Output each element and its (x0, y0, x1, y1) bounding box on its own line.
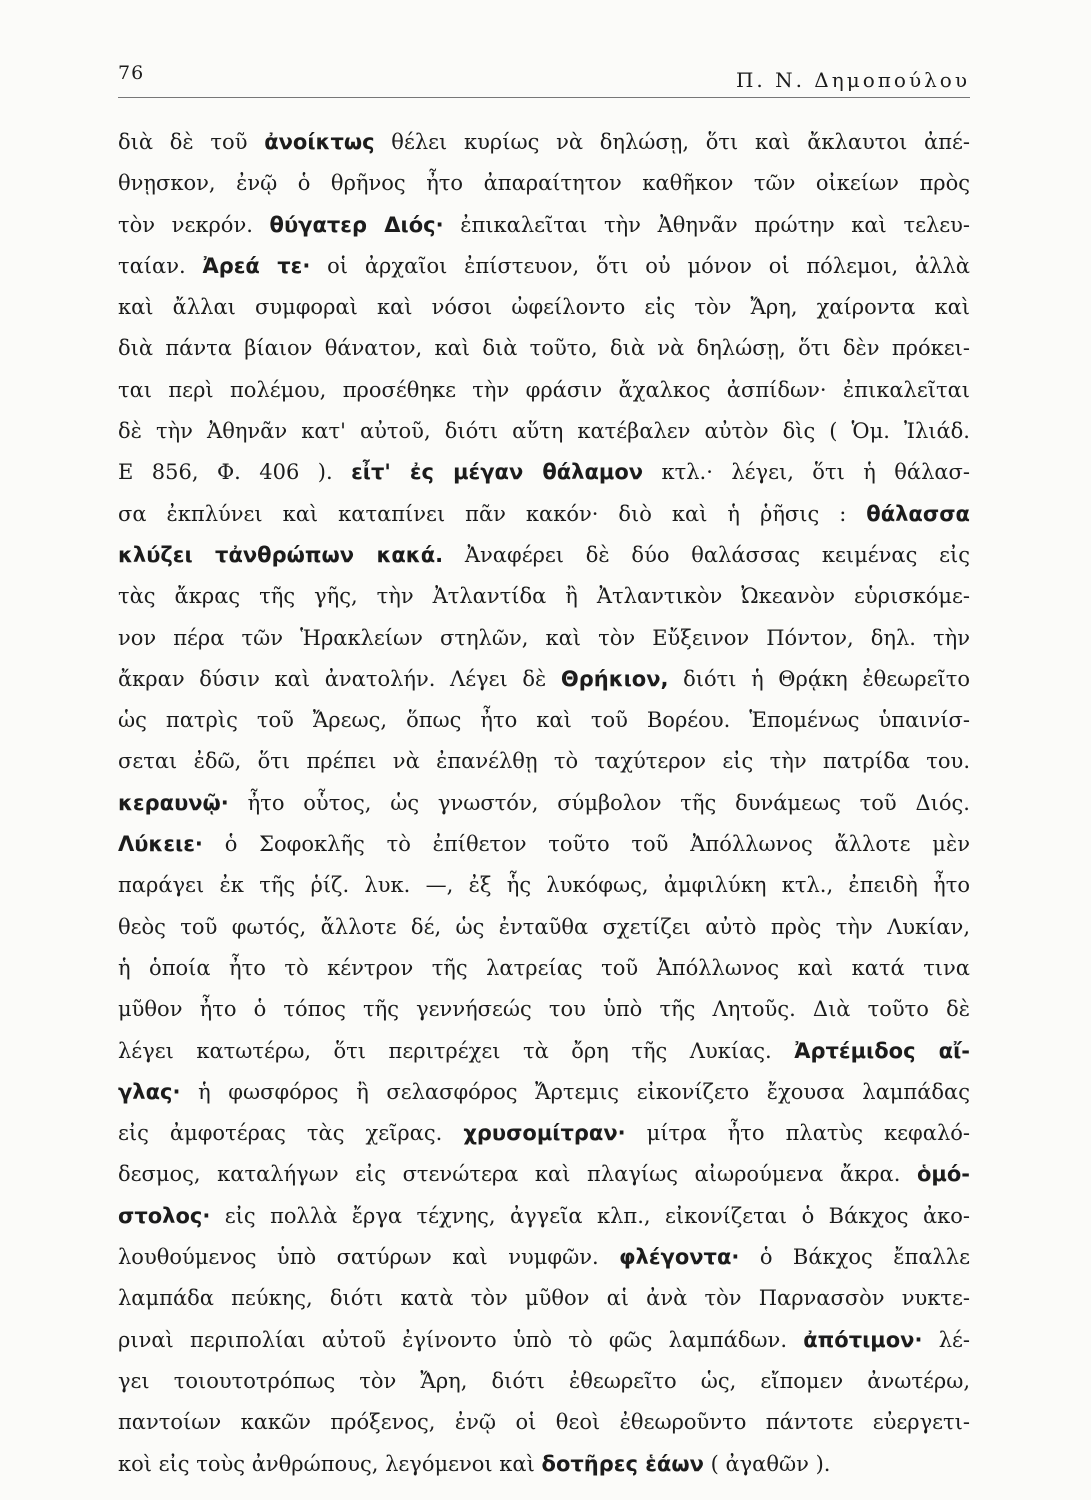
text-segment: ὁ Σοφοκλῆς τὸ ἐπίθετον τοῦτο τοῦ Ἀπόλλωνος ἄλλοτε μὲν (202, 832, 970, 857)
text-segment: λουθούμενος ὑπὸ σατύρων καὶ νυμφῶν. (118, 1245, 620, 1270)
text-segment: καὶ ἄλλαι συμφοραὶ καὶ νόσοι ὠφείλοντο εἰς τὸν Ἄρη, χαίροντα καὶ (118, 295, 970, 320)
text-segment: θεὸς τοῦ φωτός, ἄλλοτε δέ, ὡς ἐνταῦθα σχετίζει αὐτὸ πρὸς τὴν Λυκίαν, (118, 914, 970, 939)
text-segment: λέγει κατωτέρω, ὅτι περιτρέχει τὰ ὄρη τῆς Λυκίας. (118, 1038, 795, 1063)
text-segment: ὡς πατρὶς τοῦ Ἄρεως, ὅπως ἦτο καὶ τοῦ Βορέου. Ἑπομένως ὑπαινίσ- (118, 708, 970, 733)
lemma-bold: Θρήκιον, (560, 666, 669, 691)
text-line (118, 411, 970, 452)
text-segment: ταίαν. (118, 253, 203, 278)
text-line (118, 1154, 970, 1195)
lemma-bold: γλας· (118, 1079, 181, 1104)
text-line (118, 659, 970, 700)
text-line (118, 907, 970, 948)
text-line (118, 246, 970, 287)
text-segment: λαμπάδα πεύκης, διότι κατὰ τὸν μῦθον αἱ ἀνὰ τὸν Παρνασσὸν νυκτε- (118, 1286, 970, 1311)
page-number: 76 (118, 62, 145, 84)
text-segment: θέλει κυρίως νὰ δηλώσῃ, ὅτι καὶ ἄκλαυτοι ἀπέ- (374, 130, 970, 154)
text-segment: ἄκραν δύσιν καὶ ἀνατολήν. Λέγει δὲ (118, 666, 561, 691)
text-segment: ριναὶ περιπολίαι αὐτοῦ ἐγίνοντο ὑπὸ τὸ φῶς λαμπάδων. (118, 1327, 804, 1352)
text-line (118, 1278, 970, 1319)
text-line (118, 1031, 970, 1072)
lemma-bold: Λύκειε· (118, 832, 203, 857)
text-segment: Ε 856, Φ. 406 ). (118, 460, 352, 485)
lemma-bold: Ἀρτέμιδος αἴ- (794, 1038, 970, 1063)
text-segment: οἱ ἀρχαῖοι ἐπίστευον, ὅτι οὐ μόνον οἱ πόλεμοι, ἀλλὰ (310, 253, 970, 278)
text-segment: παράγει ἐκ τῆς ῥίζ. λυκ. —, ἐξ ἧς λυκόφως, ἀμφιλύκη κτλ., ἐπειδὴ ἦτο (118, 873, 970, 898)
text-segment: ὁ Βάκχος ἔπαλλε (739, 1245, 970, 1270)
text-segment: δὲ τὴν Ἀθηνᾶν κατ' αὐτοῦ, διότι αὕτη κατέβαλεν αὐτὸν δὶς ( Ὁμ. Ἰλιάδ. (118, 419, 970, 444)
text-line (118, 535, 970, 576)
text-line (118, 824, 970, 865)
text-segment: λέ- (922, 1327, 970, 1352)
text-line (118, 1072, 970, 1113)
lemma-bold: θάλασσα (866, 501, 970, 526)
text-line (118, 1237, 970, 1278)
lemma-bold: θύγατερ Διός· (269, 212, 444, 237)
text-line (118, 494, 970, 535)
text-segment: ἡ ὁποία ἦτο τὸ κέντρον τῆς λατρείας τοῦ Ἀπόλλωνος καὶ κατά τινα (118, 955, 970, 980)
text-segment: τὸν νεκρόν. (118, 212, 270, 237)
text-line (118, 618, 970, 659)
page-header (118, 62, 970, 98)
text-segment: τὰς ἄκρας τῆς γῆς, τὴν Ἀτλαντίδα ἢ Ἀτλαντικὸν Ὠκεανὸν εὑρισκόμε- (118, 584, 970, 609)
lemma-bold: δοτῆρες ἑάων (541, 1451, 704, 1476)
text-line (118, 287, 970, 328)
text-segment: δεσμος, καταλήγων εἰς στενώτερα καὶ πλαγίως αἰωρούμενα ἄκρα. (118, 1162, 917, 1187)
lemma-bold: Ἀρεά τε· (202, 253, 311, 278)
text-line (118, 163, 970, 204)
text-segment: γει τοιουτοτρόπως τὸν Ἄρη, διότι ἐθεωρεῖτο ὡς, εἴπομεν ἀνωτέρω, (118, 1368, 970, 1393)
text-segment: ἐπικαλεῖται τὴν Ἀθηνᾶν πρώτην καὶ τελευ- (443, 212, 971, 237)
text-segment: διὰ πάντα βίαιον θάνατον, καὶ διὰ τοῦτο, διὰ νὰ δηλώσῃ, ὅτι δὲν πρόκει- (118, 336, 970, 361)
text-line (118, 1402, 970, 1443)
lemma-bold: ἀπότιμον· (803, 1327, 923, 1352)
lemma-bold: ἀνοίκτως (264, 130, 375, 154)
text-segment: εἰς πολλὰ ἔργα τέχνης, ἀγγεῖα κλπ., εἰκονίζεται ὁ Βάκχος ἀκο- (210, 1203, 970, 1228)
text-line (118, 783, 970, 824)
lemma-bold: στολος· (118, 1203, 211, 1228)
text-segment: σα ἐκπλύνει καὶ καταπίνει πᾶν κακόν· διὸ καὶ ἡ ῥῆσις : (118, 501, 867, 526)
lemma-bold: εἶτ' ἐς μέγαν θάλαμον (351, 460, 644, 485)
text-segment: σεται ἐδῶ, ὅτι πρέπει νὰ ἐπανέλθῃ τὸ ταχύτερον εἰς τὴν πατρίδα του. (118, 749, 970, 774)
text-segment: κτλ.· λέγει, ὅτι ἡ θάλασ- (643, 460, 970, 485)
text-line (118, 1320, 970, 1361)
running-head-author: Π. Ν. Δημοπούλου (735, 68, 970, 92)
text-segment: ται περὶ πολέμου, προσέθηκε τὴν φράσιν ἄχαλκος ἀσπίδων· ἐπικαλεῖται (118, 377, 970, 402)
text-line (118, 948, 970, 989)
lemma-bold: φλέγοντα· (619, 1245, 740, 1270)
text-segment: εἰς ἀμφοτέρας τὰς χεῖρας. (118, 1121, 464, 1146)
text-segment: διὰ δὲ τοῦ (118, 130, 265, 154)
text-line (118, 205, 970, 246)
text-segment: νον πέρα τῶν Ἡρακλείων στηλῶν, καὶ τὸν Εὔξεινον Πόντον, δηλ. τὴν (118, 625, 970, 650)
text-line (118, 1444, 970, 1485)
text-segment: μίτρα ἦτο πλατὺς κεφαλό- (625, 1121, 970, 1146)
text-line (118, 370, 970, 411)
lemma-bold: κεραυνῷ· (118, 790, 229, 815)
text-segment: μῦθον ἦτο ὁ τόπος τῆς γεννήσεώς του ὑπὸ τῆς Λητοῦς. Διὰ τοῦτο δὲ (118, 997, 970, 1022)
text-segment: παντοίων κακῶν πρόξενος, ἐνῷ οἱ θεοὶ ἐθεωροῦντο πάντοτε εὐεργετι- (118, 1410, 970, 1435)
text-line (118, 328, 970, 369)
text-segment: κοὶ εἰς τοὺς ἀνθρώπους, λεγόμενοι καὶ (118, 1451, 542, 1476)
text-line (118, 700, 970, 741)
lemma-bold: κλύζει τἀνθρώπων κακά. (118, 542, 444, 567)
text-line (118, 741, 970, 782)
text-line (118, 865, 970, 906)
text-line (118, 452, 970, 493)
lemma-bold: ὁμό- (916, 1162, 970, 1187)
text-line (118, 1361, 970, 1402)
lemma-bold: χρυσομίτραν· (463, 1121, 626, 1146)
text-segment: θνῃσκον, ἐνῷ ὁ θρῆνος ἦτο ἀπαραίτητον καθῆκον τῶν οἰκείων πρὸς (118, 171, 970, 196)
text-line (118, 1113, 970, 1154)
text-segment: ἦτο οὗτος, ὡς γνωστόν, σύμβολον τῆς δυνάμεως τοῦ Διός. (228, 790, 970, 815)
text-segment: Ἀναφέρει δὲ δύο θαλάσσας κειμένας εἰς (443, 542, 970, 567)
text-line (118, 122, 970, 163)
text-line (118, 1196, 970, 1237)
header-rule (118, 97, 970, 98)
text-line (118, 576, 970, 617)
text-segment: ( ἀγαθῶν ). (703, 1451, 831, 1476)
commentary-text (118, 122, 970, 1485)
text-line (118, 989, 970, 1030)
text-segment: ἡ φωσφόρος ἢ σελασφόρος Ἄρτεμις εἰκονίζετο ἔχουσα λαμπάδας (180, 1079, 970, 1104)
text-segment: διότι ἡ Θρᾴκη ἐθεωρεῖτο (668, 666, 970, 691)
